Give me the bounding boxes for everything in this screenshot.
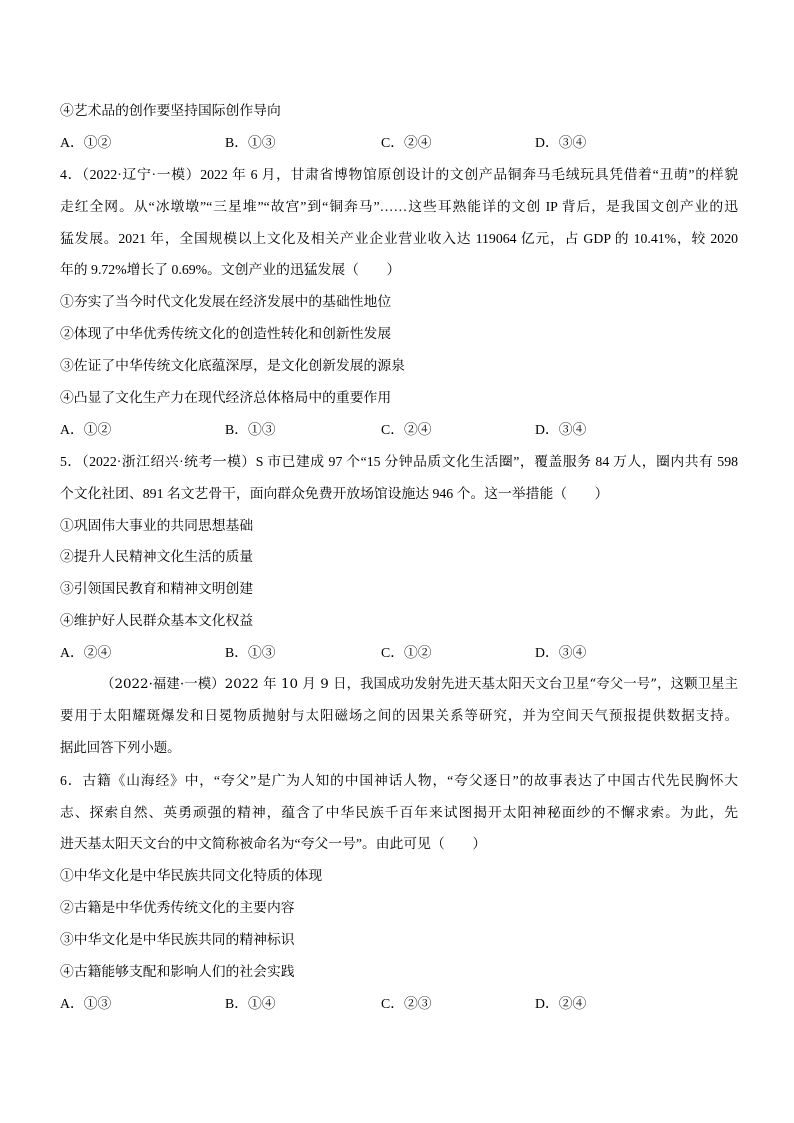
- option-a: A．①②: [60, 421, 112, 437]
- prev-statement-4: ④艺术品的创作要坚持国际创作导向: [60, 103, 281, 118]
- option-d: D．③④: [535, 645, 587, 661]
- q6-statement-4: ④古籍能够支配和影响人们的社会实践: [60, 964, 295, 980]
- option-d: D．②④: [535, 995, 587, 1011]
- q5-statement-4: ④维护好人民群众基本文化权益: [60, 613, 254, 629]
- option-c: C．①②: [381, 645, 432, 661]
- q5-statement-2: ②提升人民精神文化生活的质量: [60, 549, 254, 565]
- prev-options-row: [60, 127, 738, 159]
- q6-statement-1: ①中华文化是中华民族共同文化特质的体现: [60, 868, 323, 884]
- q6-stem-line: 进天基太阳天文台的中文简称被命名为“夸父一号”。由此可见（ ）: [60, 836, 487, 852]
- q4-stem-line: 年的 9.72%增长了 0.69%。文创产业的迅猛发展（ ）: [60, 262, 401, 278]
- q6-statement-2: ②古籍是中华优秀传统文化的主要内容: [60, 900, 295, 916]
- q5-options-row: [60, 637, 738, 669]
- q4-statement-4: ④凸显了文化生产力在现代经济总体格局中的重要作用: [60, 390, 392, 406]
- q5-stem-line: 5．（2022·浙江绍兴·统考一模）S 市已建成 97 个“15 分钟品质文化生活圈”，覆盖服务 84 万人，圈内共有 598: [60, 453, 738, 469]
- q4-stem-line: 猛发展。2021 年，全国规模以上文化及相关产业企业营业收入达 119064 亿元，占 GDP 的 10.41%，较 2020: [60, 230, 738, 246]
- option-a: A．②④: [60, 645, 112, 661]
- q6-statement-3: ③中华文化是中华民族共同的精神标识: [60, 932, 295, 948]
- option-d: D．③④: [535, 421, 587, 437]
- q6-options-row: [60, 988, 738, 1020]
- option-b: B．①③: [225, 134, 276, 150]
- option-c: C．②④: [381, 134, 432, 150]
- option-d: D．③④: [535, 134, 587, 150]
- q4-statement-2: ②体现了中华优秀传统文化的创造性转化和创新性发展: [60, 326, 392, 342]
- q6-stem-line: 志、探索自然、英勇顽强的精神，蕴含了中华民族千百年来试图揭开太阳神秘面纱的不懈求索。为此，先: [60, 804, 738, 820]
- option-a: A．①②: [60, 134, 112, 150]
- option-b: B．①③: [225, 421, 276, 437]
- option-a: A．①③: [60, 995, 112, 1011]
- q4-options-row: [60, 414, 738, 446]
- option-b: B．①④: [225, 995, 276, 1011]
- option-c: C．②④: [381, 421, 432, 437]
- shared-stem-line: 据此回答下列小题。: [60, 740, 181, 756]
- q5-statement-3: ③引领国民教育和精神文明创建: [60, 581, 254, 597]
- shared-stem-line: （2022·福建·一模）2022 年 10 月 9 日，我国成功发射先进天基太阳天文台卫星“夸父一号”，这颗卫星主: [101, 677, 738, 693]
- q4-stem-line: 4．（2022·辽宁·一模）2022 年 6 月，甘肃省博物馆原创设计的文创产品铜奔马毛绒玩具凭借着“丑萌”的样貌: [60, 166, 738, 182]
- q5-stem-line: 个文化社团、891 名文艺骨干，面向群众免费开放场馆设施达 946 个。这一举措能（ ）: [60, 485, 609, 501]
- option-c: C．②③: [381, 995, 432, 1011]
- shared-stem-line: 要用于太阳耀斑爆发和日冕物质抛射与太阳磁场之间的因果关系等研究，并为空间天气预报提供数据支持。: [60, 708, 738, 724]
- q4-statement-3: ③佐证了中华传统文化底蕴深厚，是文化创新发展的源泉: [60, 358, 405, 374]
- exam-page: [60, 95, 738, 1020]
- q6-stem-line: 6．古籍《山海经》中，“夸父”是广为人知的中国神话人物，“夸父逐日”的故事表达了中国古代先民胸怀大: [60, 772, 738, 788]
- q5-statement-1: ①巩固伟大事业的共同思想基础: [60, 517, 254, 533]
- q4-statement-1: ①夯实了当今时代文化发展在经济发展中的基础性地位: [60, 294, 392, 310]
- q4-stem-line: 走红全网。从“冰墩墩”“三星堆”“故宫”到“铜奔马”……这些耳熟能详的文创 IP 背后，是我国文创产业的迅: [60, 198, 738, 214]
- option-b: B．①③: [225, 645, 276, 661]
